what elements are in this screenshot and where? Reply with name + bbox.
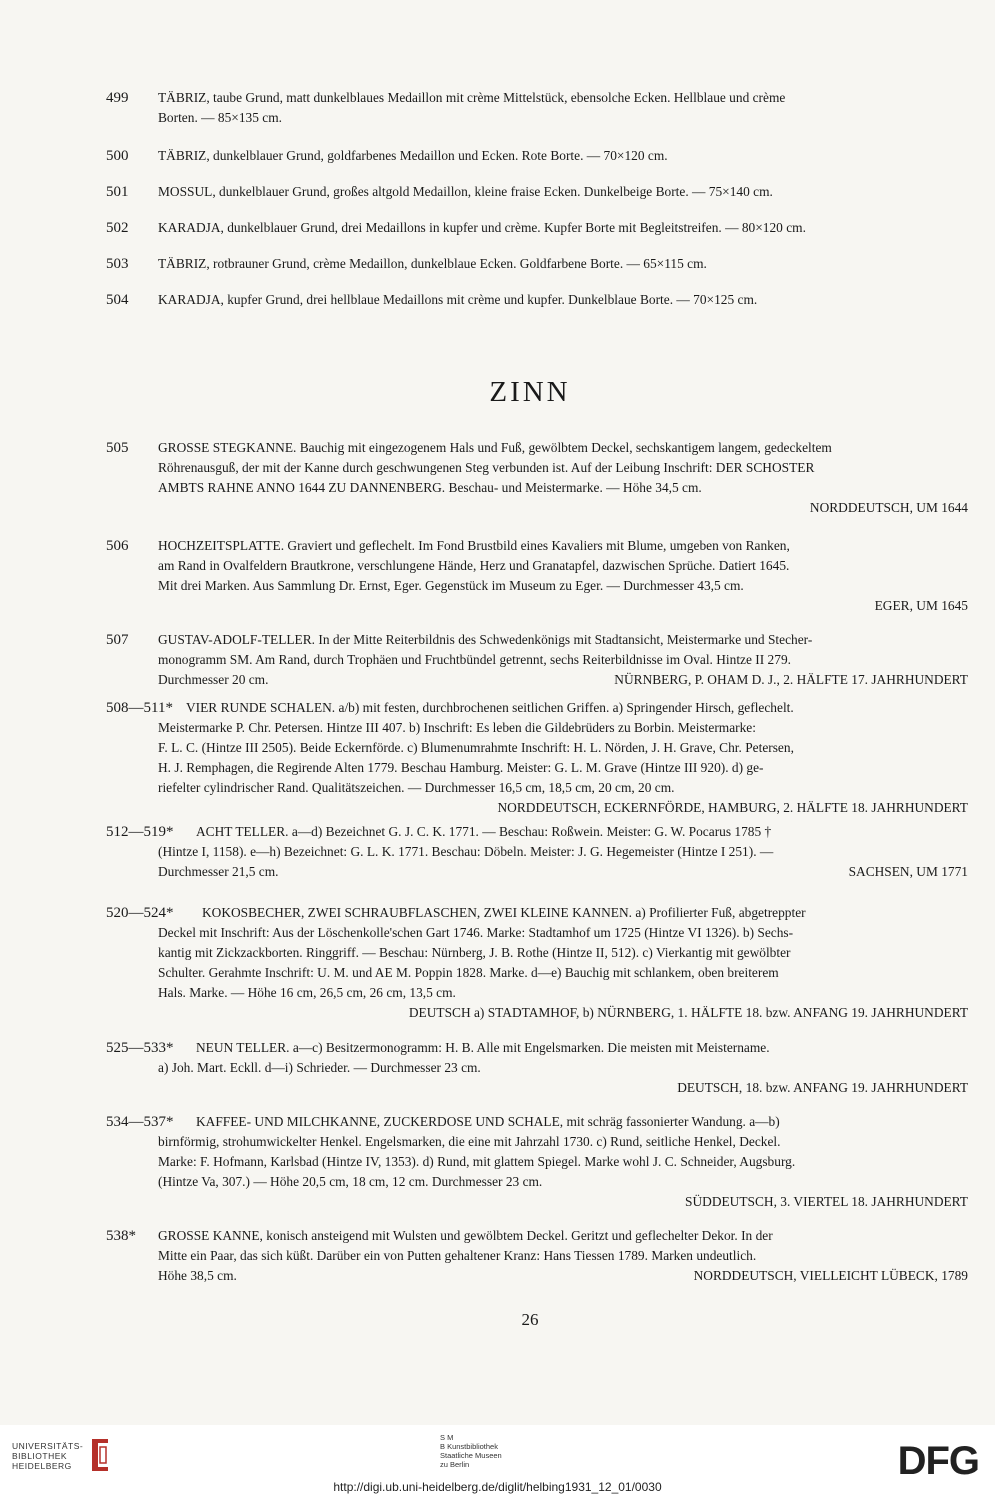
entry-520-524 bbox=[106, 903, 968, 1023]
entry-line: KARADJA, dunkelblauer Grund, drei Medaillons in kupfer und crème. Kupfer Borte mit Begleitstreifen. — 80×120 cm. bbox=[158, 220, 806, 235]
entry-line: H. J. Remphagen, die Regirende Alten 1779. Beschau Hamburg. Meister: G. L. M. Grave (Hintze III 920). d) ge- bbox=[158, 760, 764, 775]
entry-line: Durchmesser 21,5 cm. bbox=[158, 864, 279, 879]
lot-number: 500 bbox=[106, 148, 129, 164]
entry-line: TÄBRIZ, dunkelblauer Grund, goldfarbenes Medaillon und Ecken. Rote Borte. — 70×120 cm. bbox=[158, 148, 668, 163]
origin-line: NÜRNBERG, P. OHAM D. J., 2. HÄLFTE 17. JAHRHUNDERT bbox=[614, 672, 968, 687]
origin-line: NORDDEUTSCH, UM 1644 bbox=[809, 500, 968, 515]
lot-number: 502 bbox=[106, 220, 129, 236]
entry-line: GROSSE KANNE, konisch ansteigend mit Wulsten und gewölbtem Deckel. Geritzt und geflechelter Dekor. In der bbox=[158, 1228, 773, 1243]
entry-line: Schulter. Gerahmte Inschrift: U. M. und AE M. Poppin 1828. Marke. d—e) Bauchig mit schlankem, oben breiterem bbox=[158, 965, 779, 980]
entry-499 bbox=[106, 88, 968, 128]
entry-line: HOCHZEITSPLATTE. Graviert und geflechelt. Im Fond Brustbild eines Kavaliers mit Blume, umgeben von Ranken, bbox=[158, 538, 790, 553]
lot-number: 503 bbox=[106, 256, 129, 272]
lot-number: 507 bbox=[106, 632, 129, 648]
entry-line: Röhrenausguß, der mit der Kanne durch geschwungenen Steg verbunden ist. Auf der Leibung Inschrift: DER SCHOSTER bbox=[158, 460, 815, 475]
uni-line: UNIVERSITÄTS- bbox=[12, 1441, 84, 1451]
entry-line: Mitte ein Paar, das sich küßt. Darüber ein von Putten gehaltener Kranz: Hans Tiessen 1789. Marken undeutlich. bbox=[158, 1248, 757, 1263]
lot-number: 501 bbox=[106, 184, 129, 200]
entry-line: MOSSUL, dunkelblauer Grund, großes altgold Medaillon, kleine fraise Ecken. Dunkelbeige Borte. — 75×140 cm. bbox=[158, 184, 773, 199]
entry-line: F. L. C. (Hintze III 2505). Beide Eckernförde. c) Blumenumrahmte Inschrift: H. L. Nörden, J. H. Grave, Chr. Petersen, bbox=[158, 740, 794, 755]
entry-line: VIER RUNDE SCHALEN. a/b) mit festen, durchbrochenen seitlichen Griffen. a) Springender Hirsch, geflechelt. bbox=[186, 700, 794, 715]
origin-line: DEUTSCH a) STADTAMHOF, b) NÜRNBERG, 1. HÄLFTE 18. bzw. ANFANG 19. JAHRHUNDERT bbox=[408, 1005, 968, 1020]
institution-line: S M bbox=[440, 1433, 454, 1442]
lot-number: 534—537* bbox=[106, 1114, 174, 1130]
university-logo-icon bbox=[88, 1437, 112, 1473]
entry-506 bbox=[106, 536, 968, 616]
lot-number: 520—524* bbox=[106, 905, 174, 921]
source-url-link[interactable]: http://digi.ub.uni-heidelberg.de/diglit/helbing1931_12_01/0030 bbox=[333, 1480, 662, 1494]
institution-line: B Kunstbibliothek bbox=[440, 1442, 498, 1451]
origin-line: NORDDEUTSCH, VIELLEICHT LÜBECK, 1789 bbox=[693, 1268, 968, 1283]
entry-502 bbox=[106, 218, 968, 238]
entry-line: kantig mit Zickzackborten. Ringgriff. — Beschau: Nürnberg, J. B. Rothe (Hintze II, 512). c) Vierkantig mit gewölbter bbox=[158, 945, 791, 960]
lot-number: 508—511* bbox=[106, 700, 173, 716]
entry-500 bbox=[106, 146, 968, 166]
section-heading: ZINN bbox=[489, 376, 571, 408]
entry-line: riefelter cylindrischer Rand. Qualitätszeichen. — Durchmesser 16,5 cm, 18,5 cm, 20 cm, 20 cm. bbox=[158, 780, 675, 795]
lot-number: 506 bbox=[106, 538, 129, 554]
entry-504 bbox=[106, 290, 968, 310]
lot-number: 505 bbox=[106, 440, 129, 456]
entry-538 bbox=[106, 1226, 968, 1286]
entry-line: (Hintze Va, 307.) — Höhe 20,5 cm, 18 cm, 12 cm. Durchmesser 23 cm. bbox=[158, 1174, 543, 1189]
entry-line: monogramm SM. Am Rand, durch Trophäen und Fruchtbündel getrennt, sechs Reiterbildnisse im Oval. Hintze II 279. bbox=[158, 652, 791, 667]
entry-line: birnförmig, strohumwickelter Henkel. Engelsmarken, die eine mit Jahrzahl 1730. c) Rund, seitliche Henkel, Deckel. bbox=[158, 1134, 781, 1149]
entry-line: AMBTS RAHNE ANNO 1644 ZU DANNENBERG. Beschau- und Meistermarke. — Höhe 34,5 cm. bbox=[158, 480, 702, 495]
entry-line: a) Joh. Mart. Eckll. d—i) Schrieder. — Durchmesser 23 cm. bbox=[158, 1060, 481, 1075]
entry-line: TÄBRIZ, rotbrauner Grund, crème Medaillon, dunkelblaue Ecken. Goldfarbene Borte. — 65×115 cm. bbox=[158, 256, 707, 271]
entry-line: KOKOSBECHER, ZWEI SCHRAUBFLASCHEN, ZWEI KLEINE KANNEN. a) Profilierter Fuß, abgetreppter bbox=[202, 905, 806, 920]
university-library-label bbox=[12, 1441, 83, 1471]
entry-line: Meistermarke P. Chr. Petersen. Hintze III 407. b) Inschrift: Es leben die Gildebrüders zu Borbin. Meistermarke: bbox=[158, 720, 756, 735]
entry-534-537 bbox=[106, 1112, 968, 1212]
entry-508-511 bbox=[106, 698, 968, 818]
page-number: 26 bbox=[521, 1310, 539, 1329]
entry-line: am Rand in Ovalfeldern Brautkrone, verschlungene Hände, Herz und Granatapfel, dazwischen Sprüche. Datiert 1645. bbox=[158, 558, 790, 573]
entry-505 bbox=[106, 438, 968, 518]
uni-line: BIBLIOTHEK bbox=[12, 1451, 68, 1461]
entry-line: TÄBRIZ, taube Grund, matt dunkelblaues Medaillon mit crème Mittelstück, ebensolche Ecken. Hellblaue und crème bbox=[158, 90, 786, 105]
entry-line: Mit drei Marken. Aus Sammlung Dr. Ernst, Eger. Gegenstück im Museum zu Eger. — Durchmesser 43,5 cm. bbox=[158, 578, 744, 593]
entry-501 bbox=[106, 182, 968, 202]
entry-line: Marke: F. Hofmann, Karlsbad (Hintze IV, 1353). d) Rund, mit glattem Spiegel. Marke wohl J. C. Schneider, Augsburg. bbox=[158, 1154, 796, 1169]
entry-line: Borten. — 85×135 cm. bbox=[158, 110, 282, 125]
entry-line: NEUN TELLER. a—c) Besitzermonogramm: H. B. Alle mit Engelsmarken. Die meisten mit Meistername. bbox=[196, 1040, 770, 1055]
entry-503 bbox=[106, 254, 968, 274]
uni-line: HEIDELBERG bbox=[12, 1461, 72, 1471]
entry-512-519 bbox=[106, 822, 968, 882]
origin-line: SÜDDEUTSCH, 3. VIERTEL 18. JAHRHUNDERT bbox=[685, 1194, 968, 1209]
entry-525-533 bbox=[106, 1038, 968, 1098]
institution-line: Staatliche Museen bbox=[440, 1451, 502, 1460]
origin-line: NORDDEUTSCH, ECKERNFÖRDE, HAMBURG, 2. HÄLFTE 18. JAHRHUNDERT bbox=[497, 800, 968, 815]
lot-number: 512—519* bbox=[106, 824, 174, 840]
entry-line: GUSTAV-ADOLF-TELLER. In der Mitte Reiterbildnis des Schwedenkönigs mit Stadtansicht, Meistermarke und Stecher- bbox=[158, 632, 813, 647]
institution-line: zu Berlin bbox=[440, 1460, 470, 1469]
lot-number: 538* bbox=[106, 1228, 136, 1244]
origin-line: DEUTSCH, 18. bzw. ANFANG 19. JAHRHUNDERT bbox=[677, 1080, 968, 1095]
entry-line: GROSSE STEGKANNE. Bauchig mit eingezogenem Hals und Fuß, gewölbtem Deckel, sechskantigem langem, gedeckeltem bbox=[158, 440, 832, 455]
dfg-logo: DFG bbox=[897, 1439, 979, 1483]
entry-line: (Hintze I, 1158). e—h) Bezeichnet: G. L. K. 1771. Beschau: Döbeln. Meister: J. G. Hegemeister (Hintze I 251). — bbox=[158, 844, 774, 859]
lot-number: 504 bbox=[106, 292, 129, 308]
institution-label bbox=[440, 1433, 502, 1469]
origin-line: EGER, UM 1645 bbox=[874, 598, 968, 613]
entry-line: Deckel mit Inschrift: Aus der Löschenkolle'schen Gart 1746. Marke: Stadtamhof um 1725 (Hintze VI 1326). b) Sechs- bbox=[158, 925, 794, 940]
entry-line: Höhe 38,5 cm. bbox=[158, 1268, 237, 1283]
entry-line: Durchmesser 20 cm. bbox=[158, 672, 269, 687]
lot-number: 499 bbox=[106, 90, 129, 106]
origin-line: SACHSEN, UM 1771 bbox=[848, 864, 968, 879]
entry-507 bbox=[106, 630, 968, 690]
lot-number: 525—533* bbox=[106, 1040, 174, 1056]
entry-line: Hals. Marke. — Höhe 16 cm, 26,5 cm, 26 cm, 13,5 cm. bbox=[158, 985, 456, 1000]
entry-line: KAFFEE- UND MILCHKANNE, ZUCKERDOSE UND SCHALE, mit schräg fassonierter Wandung. a—b) bbox=[196, 1114, 780, 1129]
footer-bar bbox=[0, 1425, 995, 1498]
entry-line: ACHT TELLER. a—d) Bezeichnet G. J. C. K. 1771. — Beschau: Roßwein. Meister: G. W. Pocarus 1785 † bbox=[196, 824, 772, 839]
entry-line: KARADJA, kupfer Grund, drei hellblaue Medaillons mit crème und kupfer. Dunkelblaue Borte. — 70×125 cm. bbox=[158, 292, 758, 307]
